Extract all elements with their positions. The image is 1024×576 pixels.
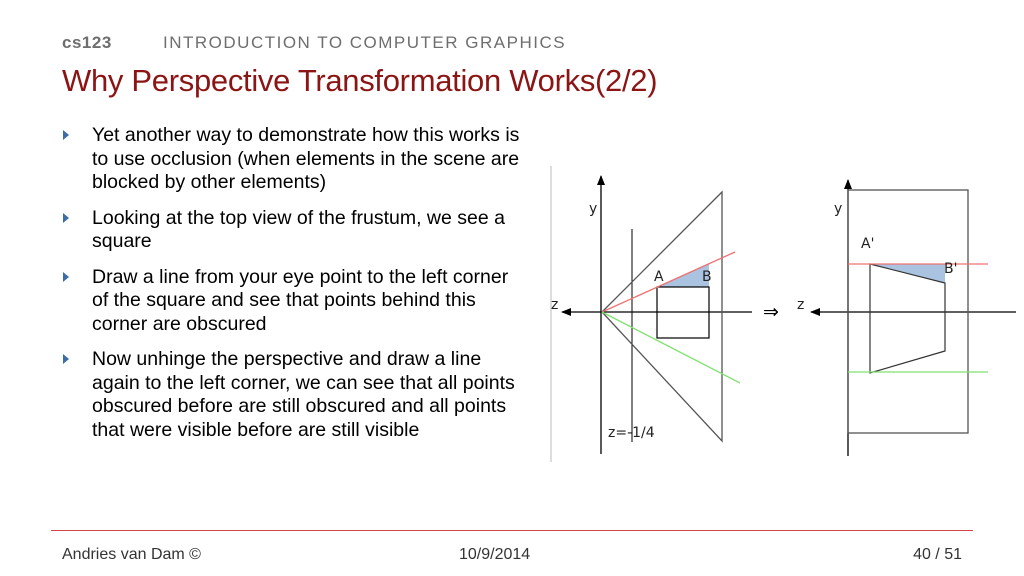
point-b-prime-label: B'	[944, 261, 958, 277]
footer-author: Andries van Dam ©	[62, 546, 201, 563]
distorted-square	[870, 264, 945, 373]
red-sight-line	[602, 252, 735, 312]
left-diagram	[551, 176, 752, 454]
right-diagram	[797, 180, 1016, 456]
course-name: INTRODUCTION TO COMPUTER GRAPHICS	[163, 33, 567, 52]
bullet-item	[62, 207, 524, 254]
footer-date: 10/9/2014	[459, 546, 531, 563]
implies-arrow: ⇒	[763, 301, 779, 323]
bullet-item	[62, 266, 524, 337]
bullet-text: Now unhinge the perspective and draw a line again to the left corner, we can see that all points obscured before are still obscured and all points that were visible before are still visible	[92, 348, 515, 441]
triangle-bullet-icon	[63, 213, 69, 223]
bullet-item	[62, 348, 524, 442]
frustum-outline	[602, 192, 722, 441]
point-b-label: B	[702, 269, 712, 285]
triangle-bullet-icon	[63, 130, 69, 140]
page-number: 40 / 51	[913, 546, 962, 563]
footer-divider	[51, 530, 973, 531]
green-sight-line	[602, 312, 740, 383]
bullet-text: Looking at the top view of the frustum, we see a square	[92, 206, 505, 252]
slide-title: Why Perspective Transformation Works(2/2)	[62, 63, 658, 98]
triangle-bullet-icon	[63, 272, 69, 282]
bullet-list	[62, 124, 524, 454]
course-code: cs123	[62, 33, 112, 52]
bullet-text: Draw a line from your eye point to the left corner of the square and see that points behind this corner are obscured	[92, 265, 509, 335]
near-plane-label: z=-1/4	[608, 425, 655, 441]
perspective-diagram	[548, 160, 1018, 466]
triangle-bullet-icon	[63, 354, 69, 364]
bullet-item	[62, 124, 524, 195]
y-axis-label: y	[834, 201, 843, 217]
point-a-prime-label: A'	[861, 236, 875, 252]
bullet-text: Yet another way to demonstrate how this works is to use occlusion (when elements in the scene are blocked by other elements)	[92, 124, 520, 193]
z-axis-label: z	[797, 297, 805, 313]
y-axis-label: y	[589, 201, 598, 217]
point-a-label: A	[654, 269, 664, 285]
z-axis-label: z	[551, 297, 559, 313]
